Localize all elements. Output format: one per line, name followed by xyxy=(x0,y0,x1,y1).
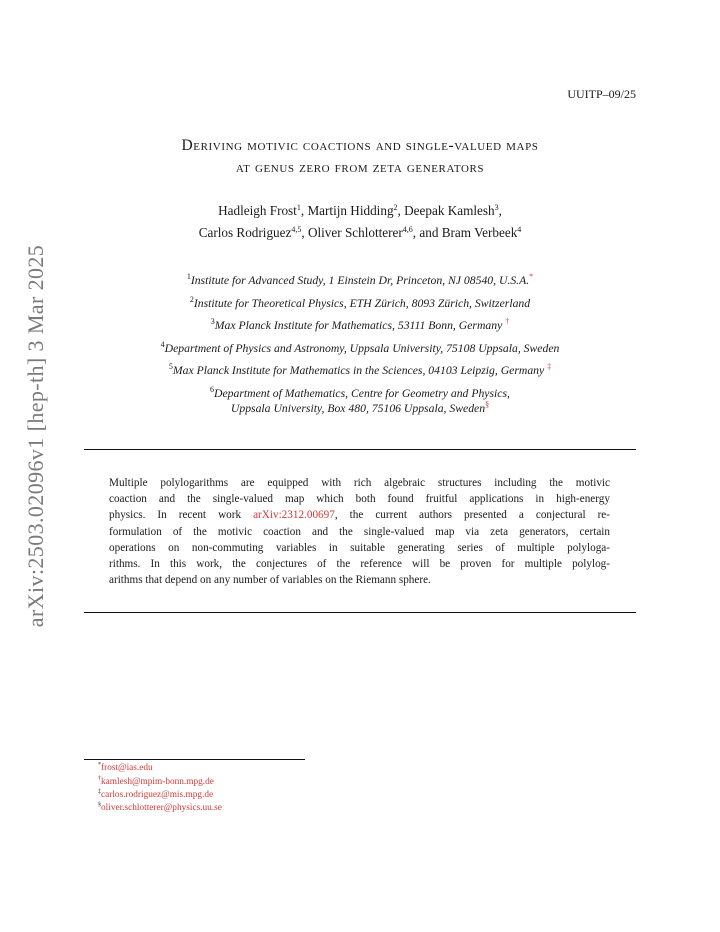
footnote-mark[interactable]: * xyxy=(529,272,534,281)
affiliation-number: 3 xyxy=(210,317,215,326)
affiliation-number: 4 xyxy=(160,340,165,349)
affiliation-text: Max Planck Institute for Mathematics in the Sciences, 04103 Leipzig, Germany xyxy=(172,364,545,377)
author-name: Oliver Schlotterer xyxy=(307,225,403,240)
footnote-mark: * xyxy=(98,762,101,768)
author-affil-sup: 1 xyxy=(296,203,301,212)
footnote-mark[interactable]: § xyxy=(485,400,490,409)
authors-line-2 xyxy=(0,225,720,241)
affiliation-text: Institute for Advanced Study, 1 Einstein Dr, Princeton, NJ 08540, U.S.A. xyxy=(190,274,530,287)
footnote-mark[interactable]: † xyxy=(505,317,510,326)
footnote-mark: § xyxy=(98,802,101,808)
footnote-mark: ‡ xyxy=(98,789,101,795)
footnote-rule xyxy=(84,759,305,760)
author-name: Deepak Kamlesh xyxy=(404,203,495,218)
affiliation-number: 2 xyxy=(189,295,194,304)
affiliation-5 xyxy=(0,364,720,377)
footnote-3 xyxy=(98,789,213,803)
author-sep: , xyxy=(397,203,405,218)
footnote-mark[interactable]: ‡ xyxy=(547,362,552,371)
affiliation-1 xyxy=(0,274,720,287)
affiliation-number: 1 xyxy=(186,272,191,281)
affiliation-text: Uppsala University, Box 480, 75106 Uppsala, Sweden xyxy=(230,402,486,415)
affiliation-number: 5 xyxy=(168,362,173,371)
abstract xyxy=(109,475,610,588)
affiliation-number: 6 xyxy=(210,385,215,394)
author-sep: , xyxy=(498,203,502,218)
email-link[interactable]: carlos.rodriguez@mis.mpg.de xyxy=(101,790,214,800)
affiliation-6 xyxy=(0,387,720,400)
abstract-line: coaction and the single-valued map which both found fruitful applications in high-energy xyxy=(109,493,610,506)
title-line-1: Deriving motivic coactions and single-valued maps xyxy=(181,137,539,154)
affiliation-text: Institute for Theoretical Physics, ETH Zürich, 8093 Zürich, Switzerland xyxy=(193,297,531,310)
abstract-line: rithms. In this work, the conjectures of the reference will be proven for multiple polylog- xyxy=(109,558,610,571)
footnote-2 xyxy=(98,776,214,790)
email-link[interactable]: kamlesh@mpim-bonn.mpg.de xyxy=(101,777,214,787)
author-sep: , xyxy=(301,225,308,240)
abstract-line: Multiple polylogarithms are equipped with rich algebraic structures including the motivic xyxy=(109,477,610,489)
email-link[interactable]: oliver.schlotterer@physics.uu.se xyxy=(101,803,222,813)
author-affil-sup: 3 xyxy=(494,203,499,212)
title-line-2: at genus zero from zeta generators xyxy=(235,159,485,176)
author-affil-sup: 4 xyxy=(517,225,522,234)
arxiv-reference-link[interactable]: arXiv:2312.00697 xyxy=(253,509,335,522)
footnote-4 xyxy=(98,802,222,816)
affiliation-3 xyxy=(0,319,720,332)
author-affil-sup: 4,5 xyxy=(291,225,302,234)
authors-line-1 xyxy=(0,203,720,219)
abstract-top-rule xyxy=(84,449,636,450)
footnote-1 xyxy=(98,762,153,776)
author-name: Martijn Hidding xyxy=(307,203,394,218)
author-name: Bram Verbeek xyxy=(441,225,518,240)
arxiv-stamp-text: arXiv:2503.02096v1 [hep-th] 3 Mar 2025 xyxy=(23,244,48,628)
abstract-text: , the current authors presented a conjectural re- xyxy=(334,509,610,522)
email-link[interactable]: frost@ias.edu xyxy=(101,763,153,773)
author-affil-sup: 2 xyxy=(393,203,398,212)
author-sep: , xyxy=(300,203,308,218)
author-affil-sup: 4,6 xyxy=(402,225,413,234)
affiliation-text: Department of Mathematics, Centre for Geometry and Physics, xyxy=(214,387,510,400)
affiliation-2 xyxy=(0,297,720,310)
abstract-line: operations on non-commuting variables in suitable generating series of multiple polyloga- xyxy=(109,541,610,554)
report-number: UUITP–09/25 xyxy=(567,87,636,101)
author-name: Hadleigh Frost xyxy=(218,203,297,218)
affiliation-4 xyxy=(0,342,720,355)
abstract-text: physics. In recent work xyxy=(109,509,254,522)
affiliation-text: Department of Physics and Astronomy, Uppsala University, 75108 Uppsala, Sweden xyxy=(164,342,560,355)
abstract-line: formulation of the motivic coaction and the single-valued map via zeta generators, certain xyxy=(109,525,610,538)
footnote-mark: † xyxy=(98,776,101,782)
author-name: Carlos Rodriguez xyxy=(198,225,292,240)
abstract-line: arithms that depend on any number of variables on the Riemann sphere. xyxy=(109,574,431,587)
author-sep: , and xyxy=(412,225,442,240)
abstract-bottom-rule xyxy=(84,612,636,613)
abstract-line-with-link xyxy=(109,507,610,523)
affiliation-6-cont xyxy=(0,402,720,415)
affiliation-text: Max Planck Institute for Mathematics, 53111 Bonn, Germany xyxy=(214,319,503,332)
